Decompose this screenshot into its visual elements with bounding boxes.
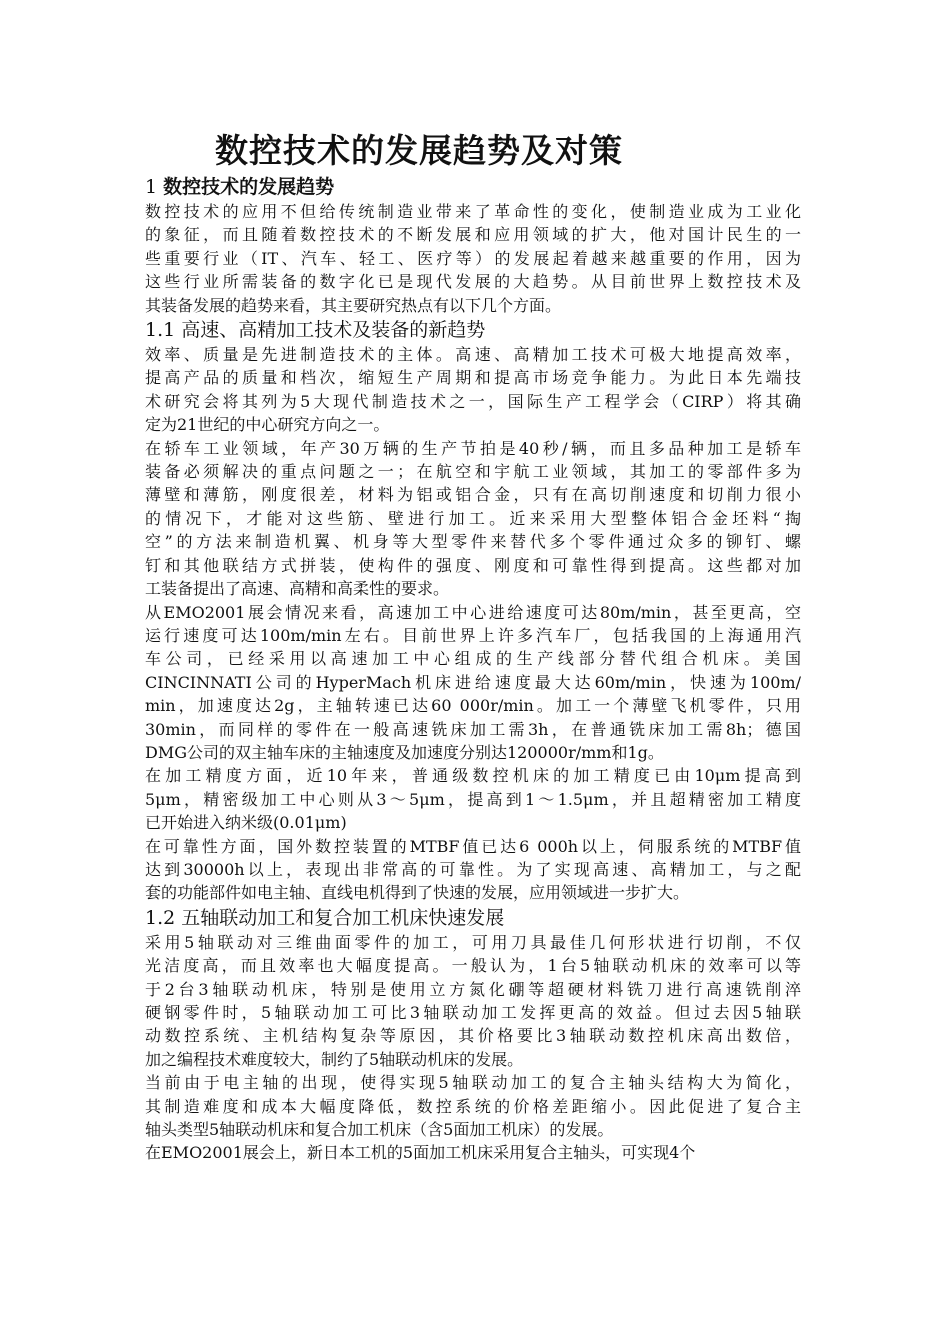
paragraph-line: 其制造难度和成本大幅度降低，数控系统的价格差距缩小。因此促进了复合主 xyxy=(145,1096,801,1116)
section-1-intro xyxy=(145,200,801,317)
document-title: 数控技术的发展趋势及对策 xyxy=(215,131,623,170)
paragraph-line: 的象征，而且随着数控技术的不断发展和应用领域的扩大，他对国计民生的一 xyxy=(145,225,801,245)
paragraph-line: 在EMO2001展会上，新日本工机的5面加工机床采用复合主轴头，可实现4个 xyxy=(145,1143,696,1163)
paragraph-line: 在加工精度方面，近10年来，普通级数控机床的加工精度已由10μm提高到 xyxy=(145,766,801,786)
section-1-1-paragraph-4 xyxy=(145,764,801,834)
document-page xyxy=(145,128,801,1165)
section-1-1-paragraph-5 xyxy=(145,835,801,905)
paragraph-line: 30min，而同样的零件在一般高速铣床加工需3h，在普通铣床加工需8h；德国 xyxy=(145,719,801,739)
section-1-2-heading: 1.2 五轴联动加工和复合加工机床快速发展 xyxy=(145,906,505,929)
section-1-2-paragraph-2 xyxy=(145,1071,801,1141)
paragraph-line: 动数控系统、主机结构复杂等原因，其价格要比3轴联动数控机床高出数倍， xyxy=(145,1026,801,1046)
paragraph-line: 在轿车工业领域，年产30万辆的生产节拍是40秒/辆，而且多品种加工是轿车 xyxy=(145,438,801,458)
section-1-2-paragraph-1 xyxy=(145,931,801,1071)
paragraph-line: 从EMO2001展会情况来看，高速加工中心进给速度可达80m/min，甚至更高，空 xyxy=(145,602,801,622)
paragraph-line: 的情况下，才能对这些筋、壁进行加工。近来采用大型整体铝合金坯料“掏 xyxy=(145,508,801,528)
section-1-2-paragraph-3 xyxy=(145,1141,801,1164)
paragraph-line: 于2台3轴联动机床，特别是使用立方氮化硼等超硬材料铣刀进行高速铣削淬 xyxy=(145,979,801,999)
paragraph-line: 光洁度高，而且效率也大幅度提高。一般认为，1台5轴联动机床的效率可以等 xyxy=(145,956,801,976)
section-1-title: 数控技术的发展趋势 xyxy=(163,176,335,198)
paragraph-line: 达到30000h以上，表现出非常高的可靠性。为了实现高速、高精加工，与之配 xyxy=(145,859,801,879)
paragraph-line: 在可靠性方面，国外数控装置的MTBF值已达6 000h以上，伺服系统的MTBF值 xyxy=(145,836,801,856)
paragraph-line: 轴头类型5轴联动机床和复合加工机床（含5面加工机床）的发展。 xyxy=(145,1120,614,1140)
paragraph-line: 数控技术的应用不但给传统制造业带来了革命性的变化，使制造业成为工业化 xyxy=(145,202,801,221)
paragraph-line: 些重要行业（IT、汽车、轻工、医疗等）的发展起着越来越重要的作用，因为 xyxy=(145,248,801,268)
section-1-1-heading: 1.1 高速、高精加工技术及装备的新趋势 xyxy=(145,319,486,342)
section-1-1-paragraph-1 xyxy=(145,343,801,437)
paragraph-line: 采用5轴联动对三维曲面零件的加工，可用刀具最佳几何形状进行切削，不仅 xyxy=(145,932,801,952)
paragraph-line: 术研究会将其列为5大现代制造技术之一，国际生产工程学会（CIRP）将其确 xyxy=(145,391,801,411)
paragraph-line: 装备必须解决的重点问题之一；在航空和宇航工业领域，其加工的零部件多为 xyxy=(145,462,801,482)
section-1-number: 1 xyxy=(145,176,158,198)
section-1-1-paragraph-2 xyxy=(145,437,801,601)
paragraph-line: DMG公司的双主轴车床的主轴速度及加速度分别达120000r/mm和1g。 xyxy=(145,742,664,762)
paragraph-line: 当前由于电主轴的出现，使得实现5轴联动加工的复合主轴头结构大为简化， xyxy=(145,1073,801,1093)
paragraph-line: 薄壁和薄筋，刚度很差，材料为铝或铝合金，只有在高切削速度和切削力很小 xyxy=(145,485,801,505)
paragraph-line: 这些行业所需装备的数字化已是现代发展的大趋势。从目前世界上数控技术及 xyxy=(145,272,801,292)
paragraph-line: 已开始进入纳米级(0.01μm) xyxy=(145,813,347,833)
paragraph-line: 提高产品的质量和档次，缩短生产周期和提高市场竞争能力。为此日本先端技 xyxy=(145,368,801,388)
paragraph-line: 加之编程技术难度较大，制约了5轴联动机床的发展。 xyxy=(145,1049,524,1069)
paragraph-line: 运行速度可达100m/min左右。目前世界上许多汽车厂，包括我国的上海通用汽 xyxy=(145,625,801,645)
paragraph-line: min，加速度达2g，主轴转速已达60 000r/min。加工一个薄壁飞机零件，只用 xyxy=(145,696,801,716)
section-1-1-paragraph-3 xyxy=(145,601,801,765)
paragraph-line: 定为21世纪的中心研究方向之一。 xyxy=(145,415,390,435)
paragraph-line: CINCINNATI公司的HyperMach机床进给速度最大达60m/min，快速为100m/ xyxy=(145,672,801,692)
paragraph-line: 其装备发展的趋势来看，其主要研究热点有以下几个方面。 xyxy=(145,295,562,315)
paragraph-line: 车公司，已经采用以高速加工中心组成的生产线部分替代组合机床。美国 xyxy=(145,649,801,669)
section-1-heading xyxy=(145,174,801,200)
paragraph-line: 5μm，精密级加工中心则从3～5μm，提高到1～1.5μm，并且超精密加工精度 xyxy=(145,789,801,809)
paragraph-line: 套的功能部件如电主轴、直线电机得到了快速的发展，应用领域进一步扩大。 xyxy=(145,883,690,903)
paragraph-line: 硬钢零件时，5轴联动加工可比3轴联动加工发挥更高的效益。但过去因5轴联 xyxy=(145,1003,801,1022)
paragraph-line: 钉和其他联结方式拼装，使构件的强度、刚度和可靠性得到提高。这些都对加 xyxy=(145,555,801,575)
paragraph-line: 工装备提出了高速、高精和高柔性的要求。 xyxy=(145,579,450,599)
paragraph-line: 空”的方法来制造机翼、机身等大型零件来替代多个零件通过众多的铆钉、螺 xyxy=(145,532,801,552)
paragraph-line: 效率、质量是先进制造技术的主体。高速、高精加工技术可极大地提高效率， xyxy=(145,345,801,365)
